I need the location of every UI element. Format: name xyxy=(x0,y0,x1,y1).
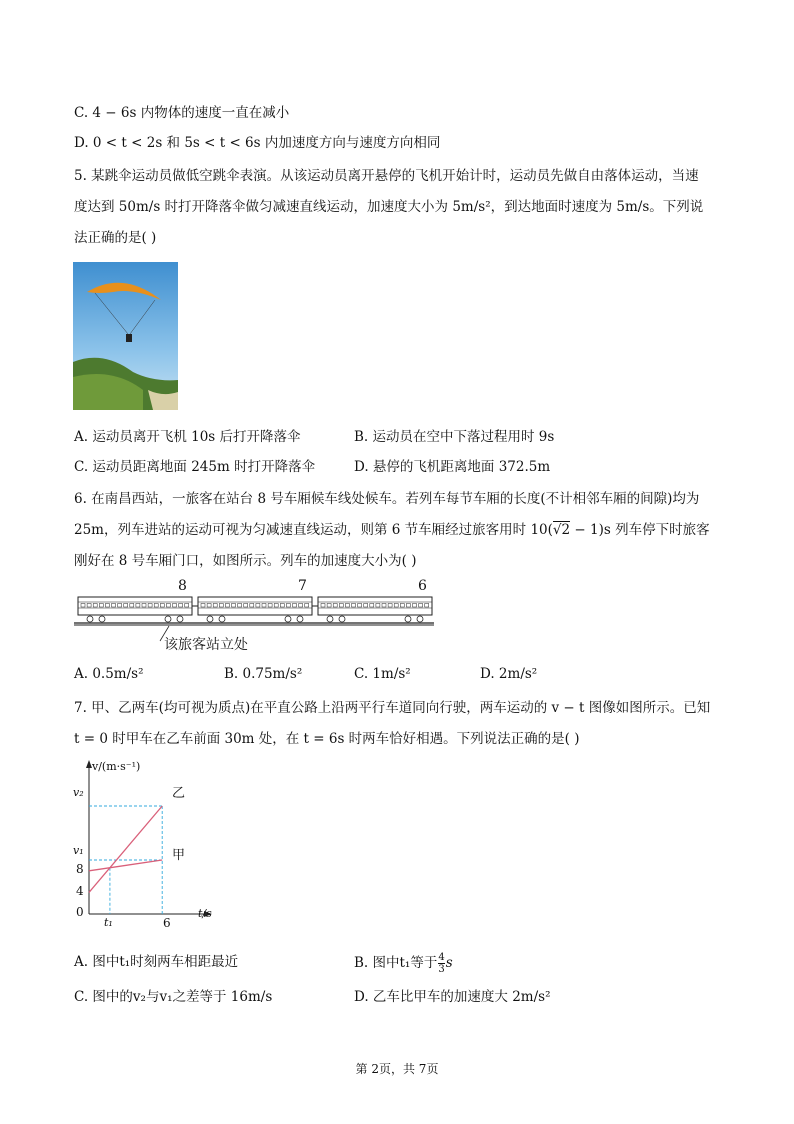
q5-option-c: C. 运动员距离地面 245m 时打开降落伞 xyxy=(74,459,316,475)
x-axis-label: t/s xyxy=(198,907,212,920)
tick-0: 0 xyxy=(76,905,84,919)
q7-stem-line1: 7. 甲、乙两车(均可视为质点)在平直公路上沿两平行车道同向行驶，两车运动的 v − t 图像如图所示。已知 xyxy=(74,700,711,716)
q7-optb-unit: s xyxy=(445,955,453,971)
q7-option-a: A. 图中t₁时刻两车相距最近 xyxy=(74,954,239,970)
q5-stem-line1: 5. 某跳伞运动员做低空跳伞表演。从该运动员离开悬停的飞机开始计时，运动员先做自由落体运动，当速 xyxy=(74,168,699,184)
sqrt-two: √2 xyxy=(552,522,571,538)
q4-option-d: D. 0 < t < 2s 和 5s < t < 6s 内加速度方向与速度方向相同 xyxy=(74,135,441,151)
q7-stem-line2: t = 0 时甲车在乙车前面 30m 处，在 t = 6s 时两车恰好相遇。下列说法正确的是( ) xyxy=(74,731,580,747)
q5-stem-line2: 度达到 50m/s 时打开降落伞做匀减速直线运动，加速度大小为 5m/s²，到达地面时速度为 5m/s。下列说 xyxy=(74,199,704,215)
y-axis-label: v/(m·s⁻¹) xyxy=(92,760,141,773)
fraction-4-3 xyxy=(438,952,444,975)
q6-stem-line1: 6. 在南昌西站，一旅客在站台 8 号车厢候车线处候车。若列车每节车厢的长度(不计相邻车厢的间隙)均为 xyxy=(74,491,700,507)
tick-6: 6 xyxy=(163,916,171,930)
q7-option-d: D. 乙车比甲车的加速度大 2m/s² xyxy=(354,989,551,1005)
car-label-8: 8 xyxy=(178,578,187,594)
train-diagram xyxy=(72,576,442,656)
passenger-label: 该旅客站立处 xyxy=(164,637,248,653)
series-yi-line xyxy=(89,806,162,892)
q6-stem-line3: 刚好在 8 号车厢门口，如图所示。列车的加速度大小为( ) xyxy=(74,553,417,569)
q6-line2-part2: − 1)s 列车停下时旅客 xyxy=(570,522,710,538)
q6-option-b: B. 0.75m/s² xyxy=(224,666,303,682)
legend-jia: 甲 xyxy=(172,848,186,863)
q6-option-d: D. 2m/s² xyxy=(480,666,538,682)
page-footer: 第 2页，共 7页 xyxy=(355,1062,439,1076)
tick-t1: t₁ xyxy=(104,916,113,929)
q5-option-d: D. 悬停的飞机距离地面 372.5m xyxy=(354,459,551,475)
frac-num: 4 xyxy=(438,952,445,963)
q4-option-c: C. 4 − 6s 内物体的速度一直在减小 xyxy=(74,105,290,121)
q5-option-b: B. 运动员在空中下落过程用时 9s xyxy=(354,429,555,445)
q7-optb-text: B. 图中t₁等于 xyxy=(354,955,438,971)
q6-option-a: A. 0.5m/s² xyxy=(74,666,144,682)
q6-line2-part1: 25m，列车进站的运动可视为匀减速直线运动，则第 6 节车厢经过旅客用时 10( xyxy=(74,522,553,538)
frac-den: 3 xyxy=(438,964,445,975)
q7-option-b xyxy=(354,952,453,975)
q5-stem-line3: 法正确的是( ) xyxy=(74,230,157,246)
tick-4: 4 xyxy=(76,884,84,898)
series-jia-line xyxy=(89,860,162,871)
vt-chart xyxy=(68,756,228,936)
tick-8: 8 xyxy=(76,862,84,876)
q5-option-a: A. 运动员离开飞机 10s 后打开降落伞 xyxy=(74,429,301,445)
q6-stem-line2 xyxy=(74,520,710,540)
q6-option-c: C. 1m/s² xyxy=(354,666,411,682)
q7-option-c: C. 图中的v₂与v₁之差等于 16m/s xyxy=(74,989,273,1005)
car-label-6: 6 xyxy=(418,578,427,594)
paraglider-photo xyxy=(73,262,178,410)
legend-yi: 乙 xyxy=(172,786,186,801)
tick-v1: v₁ xyxy=(73,844,84,857)
tick-v2: v₂ xyxy=(73,786,84,799)
car-label-7: 7 xyxy=(298,578,307,594)
